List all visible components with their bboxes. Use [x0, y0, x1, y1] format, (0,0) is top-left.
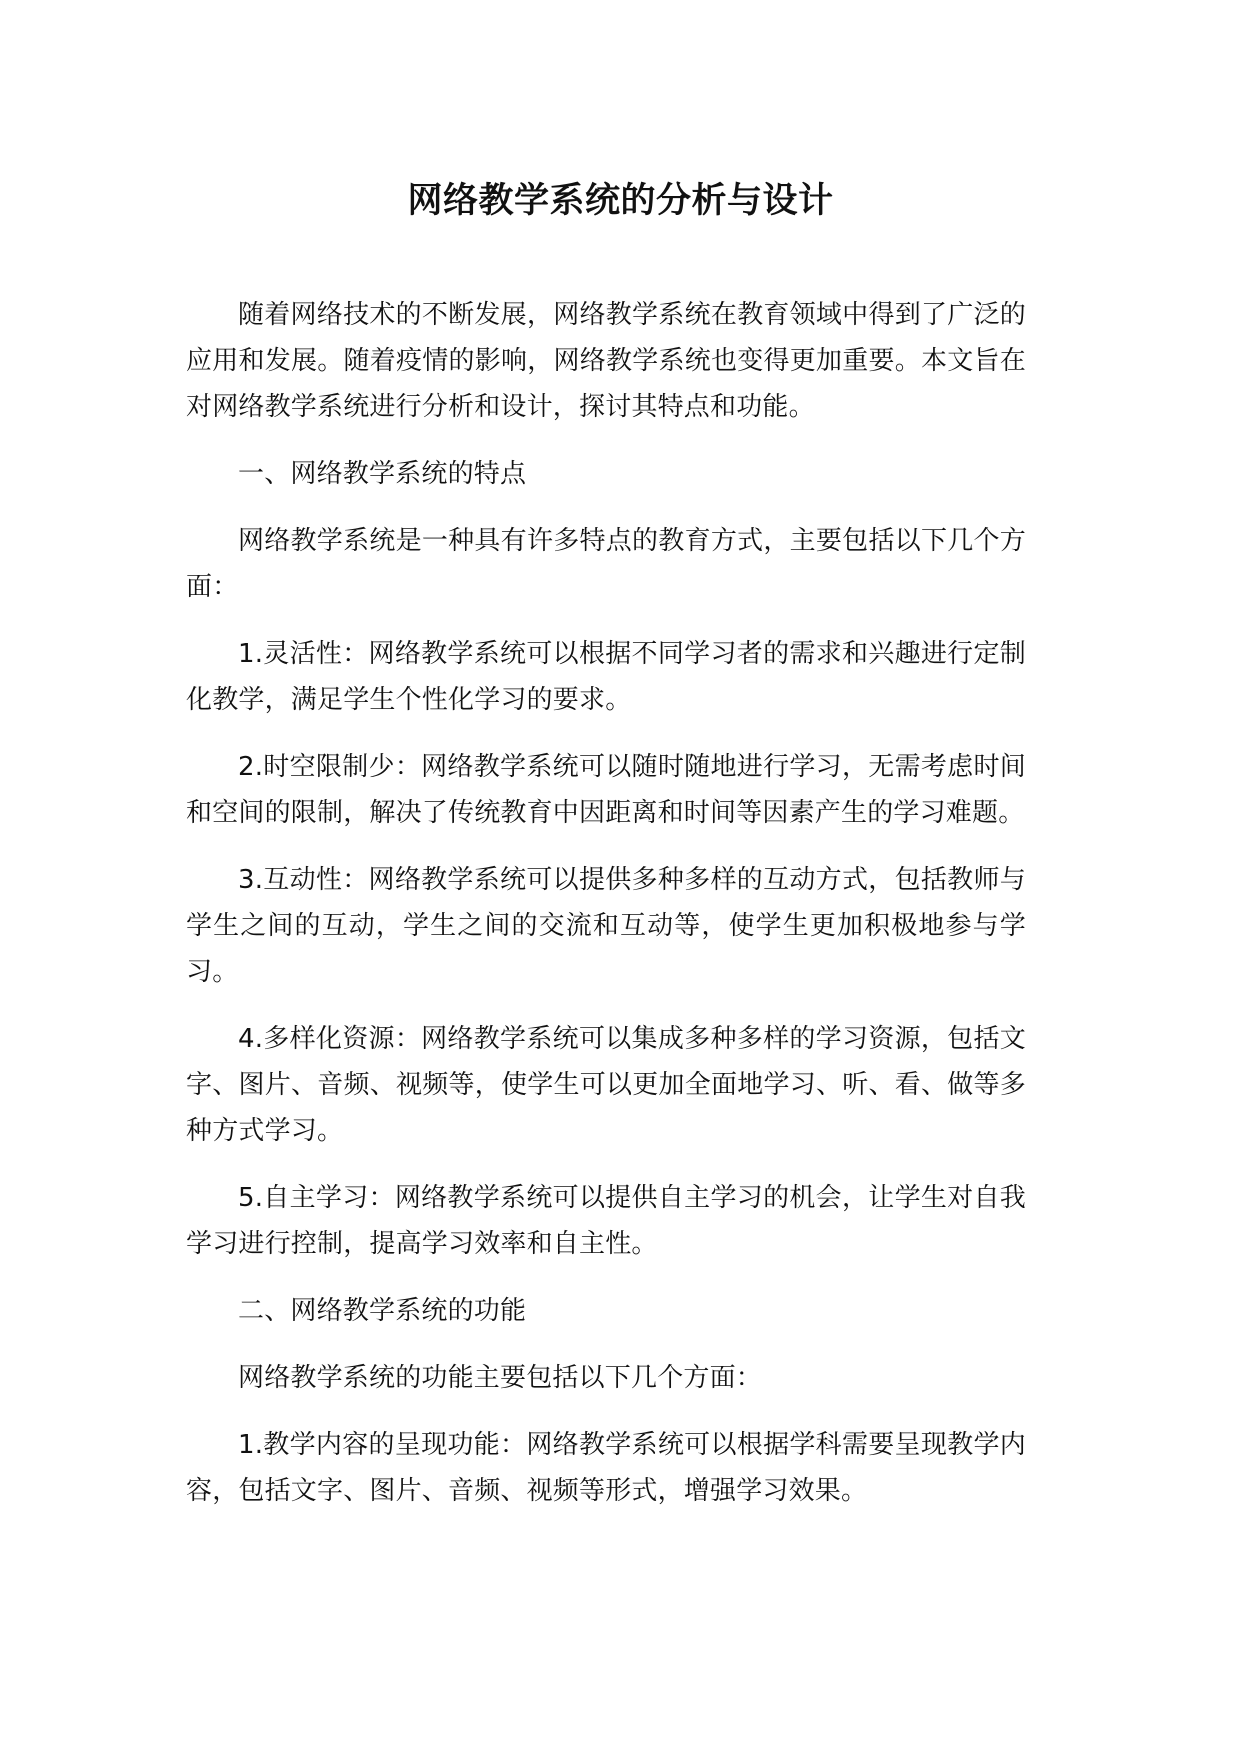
- section-heading-functions: 二、网络教学系统的功能: [238, 1296, 527, 1326]
- intro-paragraph: 随着网络技术的不断发展，网络教学系统在教育领域中得到了广泛的应用和发展。随着疫情的影响，网络教学系统也变得更加重要。本文旨在对网络教学系统进行分析和设计，探讨其特点和功能。: [186, 300, 1026, 422]
- feature-time-space-paragraph: 2.时空限制少：网络教学系统可以随时随地进行学习，无需考虑时间和空间的限制，解决了传统教育中因距离和时间等因素产生的学习难题。: [186, 752, 1026, 828]
- feature-flexibility-paragraph: 1.灵活性：网络教学系统可以根据不同学习者的需求和兴趣进行定制化教学，满足学生个性化学习的要求。: [186, 639, 1026, 715]
- features-intro-paragraph: 网络教学系统是一种具有许多特点的教育方式，主要包括以下几个方面：: [186, 526, 1026, 602]
- section-heading-features: 一、网络教学系统的特点: [238, 459, 527, 489]
- document-body: [186, 292, 1026, 1535]
- feature-interactivity-paragraph: 3.互动性：网络教学系统可以提供多种多样的互动方式，包括教师与学生之间的互动，学生之间的交流和互动等，使学生更加积极地参与学习。: [186, 865, 1026, 987]
- document-title: 网络教学系统的分析与设计: [407, 181, 834, 221]
- function-content-presentation-paragraph: 1.教学内容的呈现功能：网络教学系统可以根据学科需要呈现教学内容，包括文字、图片、音频、视频等形式，增强学习效果。: [186, 1430, 1026, 1506]
- feature-self-learning-paragraph: 5.自主学习：网络教学系统可以提供自主学习的机会，让学生对自我学习进行控制，提高学习效率和自主性。: [186, 1183, 1026, 1259]
- functions-intro-paragraph: 网络教学系统的功能主要包括以下几个方面：: [238, 1363, 763, 1393]
- feature-resources-paragraph: 4.多样化资源：网络教学系统可以集成多种多样的学习资源，包括文字、图片、音频、视频等，使学生可以更加全面地学习、听、看、做等多种方式学习。: [186, 1024, 1026, 1146]
